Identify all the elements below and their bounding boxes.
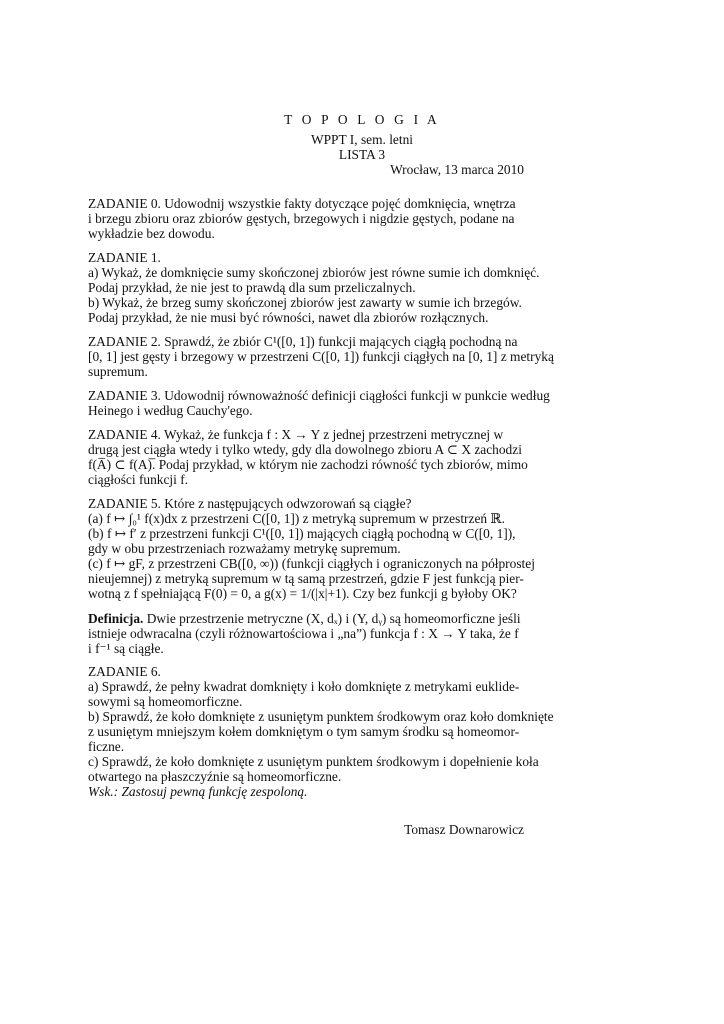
text-line-content: nieujemnej) z metryką supremum w tą samą przestrzeń, gdzie F jest funkcją pier- (88, 571, 524, 586)
text-line (88, 754, 539, 769)
text-line-content: ZADANIE 4. Wykaż, że funkcja f : X → Y z jednej przestrzeni metrycznej w (88, 427, 504, 442)
text-line-content: (c) f ↦ gF, z przestrzeni CB([0, ∞)) (funkcji ciągłych i ograniczonych na półprostej (88, 556, 535, 571)
text-line-content: Dwie przestrzenie metryczne (X, dₓ) i (Y, dᵧ) są homeomorficzne jeśli (146, 611, 521, 626)
text-line (88, 679, 519, 694)
text-line (88, 196, 516, 211)
text-line-content: [0, 1] jest gęsty i brzegowy w przestrzeni C([0, 1]) funkcji ciągłych na [0, 1] z metryką (88, 349, 554, 364)
definition-label: Definicja. (88, 611, 147, 626)
text-line-content: (b) f ↦ f′ z przestrzeni funkcji C¹([0, 1]) mających ciągłą pochodną w C([0, 1]), (88, 526, 516, 541)
text-line (88, 295, 522, 310)
text-line (88, 388, 550, 403)
text-line-content: ZADANIE 3. Udowodnij równoważność definicji ciągłości funkcji w punkcie według (88, 388, 550, 403)
text-line-content: wotną z f spełniającą F(0) = 0, a g(x) = 1/(|x|+1). Czy bez funkcji g byłoby OK? (88, 586, 517, 601)
text-line (88, 556, 535, 571)
text-line-content: ficzne. (88, 739, 125, 754)
course-name: WPPT I, sem. letni (310, 132, 414, 147)
text-line (88, 664, 161, 679)
text-line (88, 511, 505, 526)
text-line (88, 739, 124, 754)
text-line (88, 586, 517, 601)
text-line (88, 611, 521, 626)
text-line (88, 211, 515, 226)
text-line (88, 641, 164, 656)
text-line-content: (a) f ↦ ∫₀¹ f(x)dx z przestrzeni C([0, 1]) z metryką supremum w przestrzeń ℝ. (88, 511, 505, 526)
text-line-content: a) Wykaż, że domknięcie sumy skończonej zbiorów jest równe sumie ich domknięć. (88, 265, 540, 280)
text-line (88, 364, 148, 379)
text-line-content: ciągłości funkcji f. (88, 472, 189, 487)
text-line-content: Podaj przykład, że nie jest to prawdą dla sum przeliczalnych. (88, 280, 416, 295)
text-line-content: supremum. (88, 364, 148, 379)
text-line (88, 442, 522, 457)
text-line (88, 349, 554, 364)
text-line (88, 226, 215, 241)
text-line-content: Wsk.: Zastosuj pewną funkcję zespoloną. (88, 784, 308, 799)
text-line (88, 496, 411, 511)
text-line (88, 403, 253, 418)
text-line-content: wykładzie bez dowodu. (88, 226, 215, 241)
text-line-content: Heinego i według Cauchy'ego. (88, 403, 253, 418)
text-line-content: ZADANIE 2. Sprawdź, że zbiór C¹([0, 1]) funkcji mających ciągłą pochodną na (88, 334, 518, 349)
text-line (88, 334, 517, 349)
text-line-content: c) Sprawdź, że koło domknięte z usuniętym punktem środkowym i dopełnienie koła (88, 754, 539, 769)
text-line-content: istnieje odwracalna (czyli różnowartościowa i „na”) funkcja f : X → Y taka, że f (88, 626, 519, 641)
text-line (88, 280, 416, 295)
text-line-content: gdy w obu przestrzeniach rozważamy metrykę supremum. (88, 541, 401, 556)
text-line (88, 310, 488, 325)
text-line (88, 626, 519, 641)
text-line-content: ZADANIE 6. (88, 664, 161, 679)
text-line (88, 526, 516, 541)
text-line (88, 784, 307, 799)
text-line (88, 457, 528, 472)
text-line-content: otwartego na płaszczyźnie są homeomorficzne. (88, 769, 342, 784)
list-number: LISTA 3 (338, 147, 386, 162)
text-line-content: f(A̅) ⊂ f(A)̅. Podaj przykład, w którym nie zachodzi równość tych zbiorów, mimo (88, 457, 528, 472)
text-line-content: b) Sprawdź, że koło domknięte z usuniętym punktem środkowym oraz koło domknięte (88, 709, 554, 724)
text-line-content: b) Wykaż, że brzeg sumy skończonej zbiorów jest zawarty w sumie ich brzegów. (88, 295, 522, 310)
text-line-content: ZADANIE 5. Które z następujących odwzorowań są ciągłe? (88, 496, 412, 511)
author-name: Tomasz Downarowicz (404, 822, 524, 837)
text-line (88, 694, 242, 709)
text-line (88, 571, 524, 586)
text-line-content: i brzegu zbioru oraz zbiorów gęstych, brzegowych i nigdzie gęstych, podane na (88, 211, 515, 226)
text-line (88, 724, 519, 739)
text-line (88, 709, 554, 724)
text-line-content: z usuniętym mniejszym kołem domkniętym o tym samym środku są homeomor- (88, 724, 520, 739)
text-line-content: ZADANIE 0. Udowodnij wszystkie fakty dotyczące pojęć domknięcia, wnętrza (88, 196, 516, 211)
text-line-content: drugą jest ciągła wtedy i tylko wtedy, gdy dla dowolnego zbioru A ⊂ X zachodzi (88, 442, 522, 457)
text-line-content: ZADANIE 1. (88, 250, 161, 265)
text-line-content: a) Sprawdź, że pełny kwadrat domknięty i koło domknięte z metrykami euklide- (88, 679, 520, 694)
text-line-content: sowymi są homeomorficzne. (88, 694, 243, 709)
text-line (88, 427, 503, 442)
text-line (88, 250, 161, 265)
page-title: T O P O L O G I A (284, 112, 440, 127)
text-line (88, 769, 341, 784)
text-line (88, 265, 540, 280)
text-line (88, 472, 188, 487)
text-line-content: i f⁻¹ są ciągłe. (88, 641, 164, 656)
text-line-content: Podaj przykład, że nie musi być równości, nawet dla zbiorów rozłącznych. (88, 310, 489, 325)
text-line (88, 541, 401, 556)
date-line: Wrocław, 13 marca 2010 (390, 162, 524, 177)
